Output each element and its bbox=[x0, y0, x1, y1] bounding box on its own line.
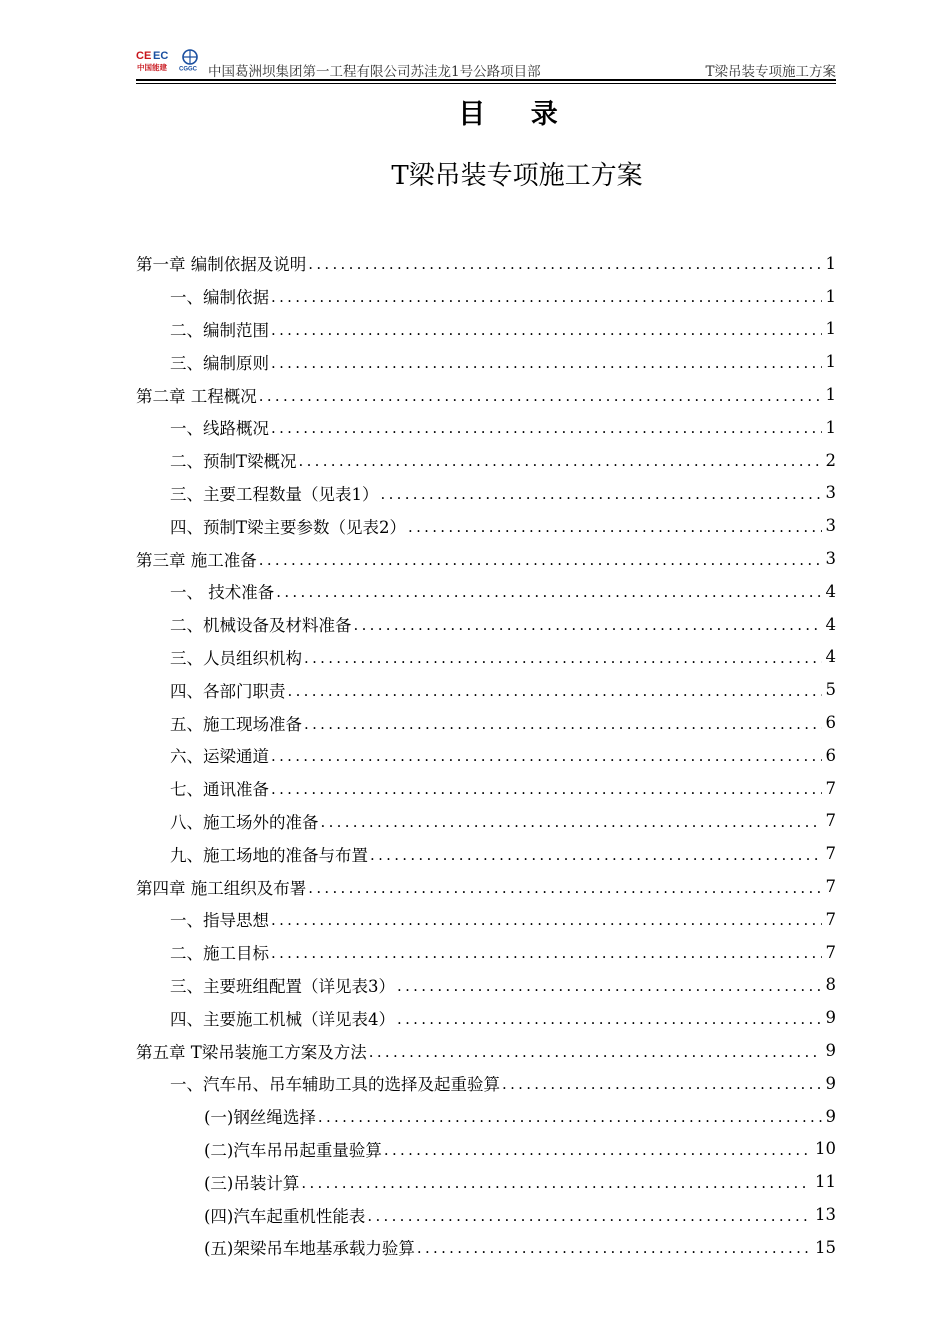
toc-dot-leader bbox=[271, 747, 822, 765]
toc-entry-page-number: 1 bbox=[825, 319, 836, 339]
toc-entry[interactable] bbox=[136, 575, 836, 608]
toc-dot-leader bbox=[308, 879, 821, 897]
toc-entry-page-number: 4 bbox=[825, 614, 836, 634]
toc-dot-leader bbox=[397, 1010, 822, 1028]
toc-entry[interactable] bbox=[136, 1133, 836, 1166]
toc-dot-leader bbox=[259, 387, 822, 405]
toc-entry[interactable] bbox=[136, 1231, 836, 1264]
toc-dot-leader bbox=[408, 518, 821, 536]
toc-dot-leader bbox=[308, 255, 821, 273]
toc-entry-page-number: 1 bbox=[825, 352, 836, 372]
toc-entry-page-number: 13 bbox=[815, 1205, 836, 1224]
toc-dot-leader bbox=[370, 846, 822, 864]
toc-entry-page-number: 7 bbox=[825, 909, 836, 929]
toc-dot-leader bbox=[301, 1174, 811, 1192]
toc-entry[interactable] bbox=[136, 739, 836, 772]
toc-entry[interactable] bbox=[136, 837, 836, 870]
toc-entry[interactable] bbox=[136, 1165, 836, 1198]
toc-dot-leader bbox=[367, 1207, 811, 1225]
toc-dot-leader bbox=[354, 616, 822, 634]
toc-dot-leader bbox=[299, 452, 822, 470]
toc-dot-leader bbox=[271, 911, 822, 929]
toc-entry[interactable] bbox=[136, 641, 836, 674]
toc-entry-page-number: 5 bbox=[825, 680, 836, 700]
toc-entry[interactable] bbox=[136, 805, 836, 838]
toc-entry-page-number: 9 bbox=[825, 1106, 836, 1126]
toc-dot-leader bbox=[271, 944, 822, 962]
toc-entry-title: 三、主要班组配置（详见表3） bbox=[170, 973, 397, 997]
toc-entry-page-number: 4 bbox=[825, 647, 836, 667]
toc-entry-title: (一)钢丝绳选择 bbox=[204, 1104, 318, 1128]
toc-entry-title: 五、施工现场准备 bbox=[170, 711, 304, 735]
toc-entry[interactable] bbox=[136, 247, 836, 280]
toc-entry-title: 一、编制依据 bbox=[170, 284, 271, 308]
toc-entry-title: 第五章 T梁吊装施工方案及方法 bbox=[136, 1039, 369, 1063]
toc-entry-page-number: 1 bbox=[825, 417, 836, 437]
toc-entry[interactable] bbox=[136, 509, 836, 542]
toc-entry-page-number: 4 bbox=[825, 581, 836, 601]
toc-entry[interactable] bbox=[136, 969, 836, 1002]
toc-entry-title: 一、 技术准备 bbox=[170, 579, 276, 603]
toc-entry-title: 九、施工场地的准备与布置 bbox=[170, 842, 370, 866]
toc-entry[interactable] bbox=[136, 280, 836, 313]
svg-text:CGGC: CGGC bbox=[179, 66, 197, 72]
toc-entry-title: (四)汽车起重机性能表 bbox=[204, 1203, 367, 1227]
toc-entry[interactable] bbox=[136, 1034, 836, 1067]
toc-entry[interactable] bbox=[136, 411, 836, 444]
toc-entry-title: 四、主要施工机械（详见表4） bbox=[170, 1006, 397, 1030]
toc-entry-title: 第四章 施工组织及布署 bbox=[136, 875, 308, 899]
toc-entry-page-number: 8 bbox=[825, 975, 836, 995]
toc-entry-page-number: 1 bbox=[825, 253, 836, 273]
toc-dot-leader bbox=[271, 419, 822, 437]
svg-text:CE: CE bbox=[136, 50, 152, 62]
toc-entry-page-number: 3 bbox=[825, 549, 836, 569]
toc-entry-page-number: 7 bbox=[825, 844, 836, 864]
toc-dot-leader bbox=[381, 485, 822, 503]
toc-entry[interactable] bbox=[136, 444, 836, 477]
toc-entry[interactable] bbox=[136, 903, 836, 936]
toc-entry-title: 二、施工目标 bbox=[170, 940, 271, 964]
toc-entry-page-number: 1 bbox=[825, 286, 836, 306]
toc-entry-page-number: 3 bbox=[825, 516, 836, 536]
ceec-logo-icon bbox=[136, 48, 172, 72]
logo-group bbox=[136, 48, 202, 72]
document-title: T梁吊装专项施工方案 bbox=[391, 161, 643, 191]
toc-entry-page-number: 7 bbox=[825, 811, 836, 831]
toc-entry-page-number: 9 bbox=[825, 1041, 836, 1061]
toc-entry[interactable] bbox=[136, 1100, 836, 1133]
toc-dot-leader bbox=[397, 977, 822, 995]
toc-entry-title: 第一章 编制依据及说明 bbox=[136, 251, 308, 275]
toc-entry-page-number: 6 bbox=[825, 713, 836, 733]
toc-entry-page-number: 3 bbox=[825, 483, 836, 503]
header-document-name: T梁吊装专项施工方案 bbox=[705, 64, 836, 80]
toc-dot-leader bbox=[271, 288, 822, 306]
header-rule-thin bbox=[136, 83, 836, 84]
toc-dot-leader bbox=[271, 321, 822, 339]
toc-entry-title: 一、汽车吊、吊车辅助工具的选择及起重验算 bbox=[170, 1071, 502, 1095]
toc-entry-title: 一、指导思想 bbox=[170, 907, 271, 931]
header-company-name: 中国葛洲坝集团第一工程有限公司苏洼龙1号公路项目部 bbox=[208, 64, 541, 80]
toc-entry-title: (五)架梁吊车地基承载力验算 bbox=[204, 1235, 417, 1259]
toc-dot-leader bbox=[276, 583, 821, 601]
toc-entry-title: 七、通讯准备 bbox=[170, 776, 271, 800]
toc-entry-page-number: 10 bbox=[815, 1139, 836, 1159]
toc-entry-page-number: 7 bbox=[825, 778, 836, 798]
toc-entry-title: 四、预制T梁主要参数（见表2） bbox=[170, 514, 408, 538]
toc-entry[interactable] bbox=[136, 608, 836, 641]
toc-dot-leader bbox=[271, 354, 822, 372]
toc-entry-page-number: 7 bbox=[825, 942, 836, 962]
toc-dot-leader bbox=[304, 649, 822, 667]
toc-entry-page-number: 9 bbox=[825, 1008, 836, 1028]
toc-entry-page-number: 7 bbox=[825, 877, 836, 897]
toc-entry-page-number: 6 bbox=[825, 745, 836, 765]
toc-dot-leader bbox=[271, 780, 822, 798]
toc-entry[interactable] bbox=[136, 1067, 836, 1100]
toc-dot-leader bbox=[288, 682, 822, 700]
toc-entry-page-number: 11 bbox=[815, 1172, 836, 1192]
toc-entry-title: 第二章 工程概况 bbox=[136, 383, 259, 407]
toc-entry[interactable] bbox=[136, 542, 836, 575]
toc-dot-leader bbox=[304, 715, 822, 733]
toc-entry-title: 八、施工场外的准备 bbox=[170, 809, 321, 833]
toc-entry[interactable] bbox=[136, 345, 836, 378]
toc-entry-page-number: 15 bbox=[815, 1237, 836, 1257]
toc-dot-leader bbox=[321, 813, 822, 831]
header-rule-thick bbox=[136, 79, 836, 81]
toc-entry-title: 第三章 施工准备 bbox=[136, 547, 259, 571]
svg-text:中国能建: 中国能建 bbox=[137, 63, 167, 72]
page-header bbox=[136, 44, 836, 80]
toc-dot-leader bbox=[417, 1239, 811, 1257]
toc-entry-title: 三、主要工程数量（见表1） bbox=[170, 481, 381, 505]
toc-entry[interactable] bbox=[136, 378, 836, 411]
toc-entry-title: (二)汽车吊吊起重量验算 bbox=[204, 1137, 384, 1161]
svg-text:EC: EC bbox=[153, 50, 169, 62]
toc-dot-leader bbox=[318, 1108, 822, 1126]
toc-entry[interactable] bbox=[136, 772, 836, 805]
toc-entry[interactable] bbox=[136, 1001, 836, 1034]
toc-dot-leader bbox=[369, 1043, 822, 1061]
toc-entry[interactable] bbox=[136, 936, 836, 969]
toc-entry[interactable] bbox=[136, 673, 836, 706]
toc-entry[interactable] bbox=[136, 313, 836, 346]
toc-dot-leader bbox=[259, 551, 822, 569]
toc-title: 目 录 bbox=[458, 99, 576, 130]
toc-entry[interactable] bbox=[136, 1198, 836, 1231]
toc-entry-title: 二、预制T梁概况 bbox=[170, 448, 299, 472]
toc-entry[interactable] bbox=[136, 870, 836, 903]
toc-entry[interactable] bbox=[136, 477, 836, 510]
cggc-logo-icon bbox=[178, 48, 202, 72]
toc-entry-page-number: 1 bbox=[825, 385, 836, 405]
toc-dot-leader bbox=[502, 1075, 822, 1093]
toc-dot-leader bbox=[384, 1141, 811, 1159]
toc-entry-title: 六、运梁通道 bbox=[170, 743, 271, 767]
toc-entry[interactable] bbox=[136, 706, 836, 739]
table-of-contents bbox=[136, 247, 836, 1264]
toc-entry-page-number: 2 bbox=[825, 450, 836, 470]
toc-entry-page-number: 9 bbox=[825, 1073, 836, 1093]
toc-entry-title: 一、线路概况 bbox=[170, 415, 271, 439]
toc-entry-title: 二、编制范围 bbox=[170, 317, 271, 341]
toc-entry-title: 三、人员组织机构 bbox=[170, 645, 304, 669]
toc-entry-title: 二、机械设备及材料准备 bbox=[170, 612, 354, 636]
toc-entry-title: 三、编制原则 bbox=[170, 350, 271, 374]
toc-entry-title: (三)吊装计算 bbox=[204, 1170, 301, 1194]
toc-entry-title: 四、各部门职责 bbox=[170, 678, 288, 702]
